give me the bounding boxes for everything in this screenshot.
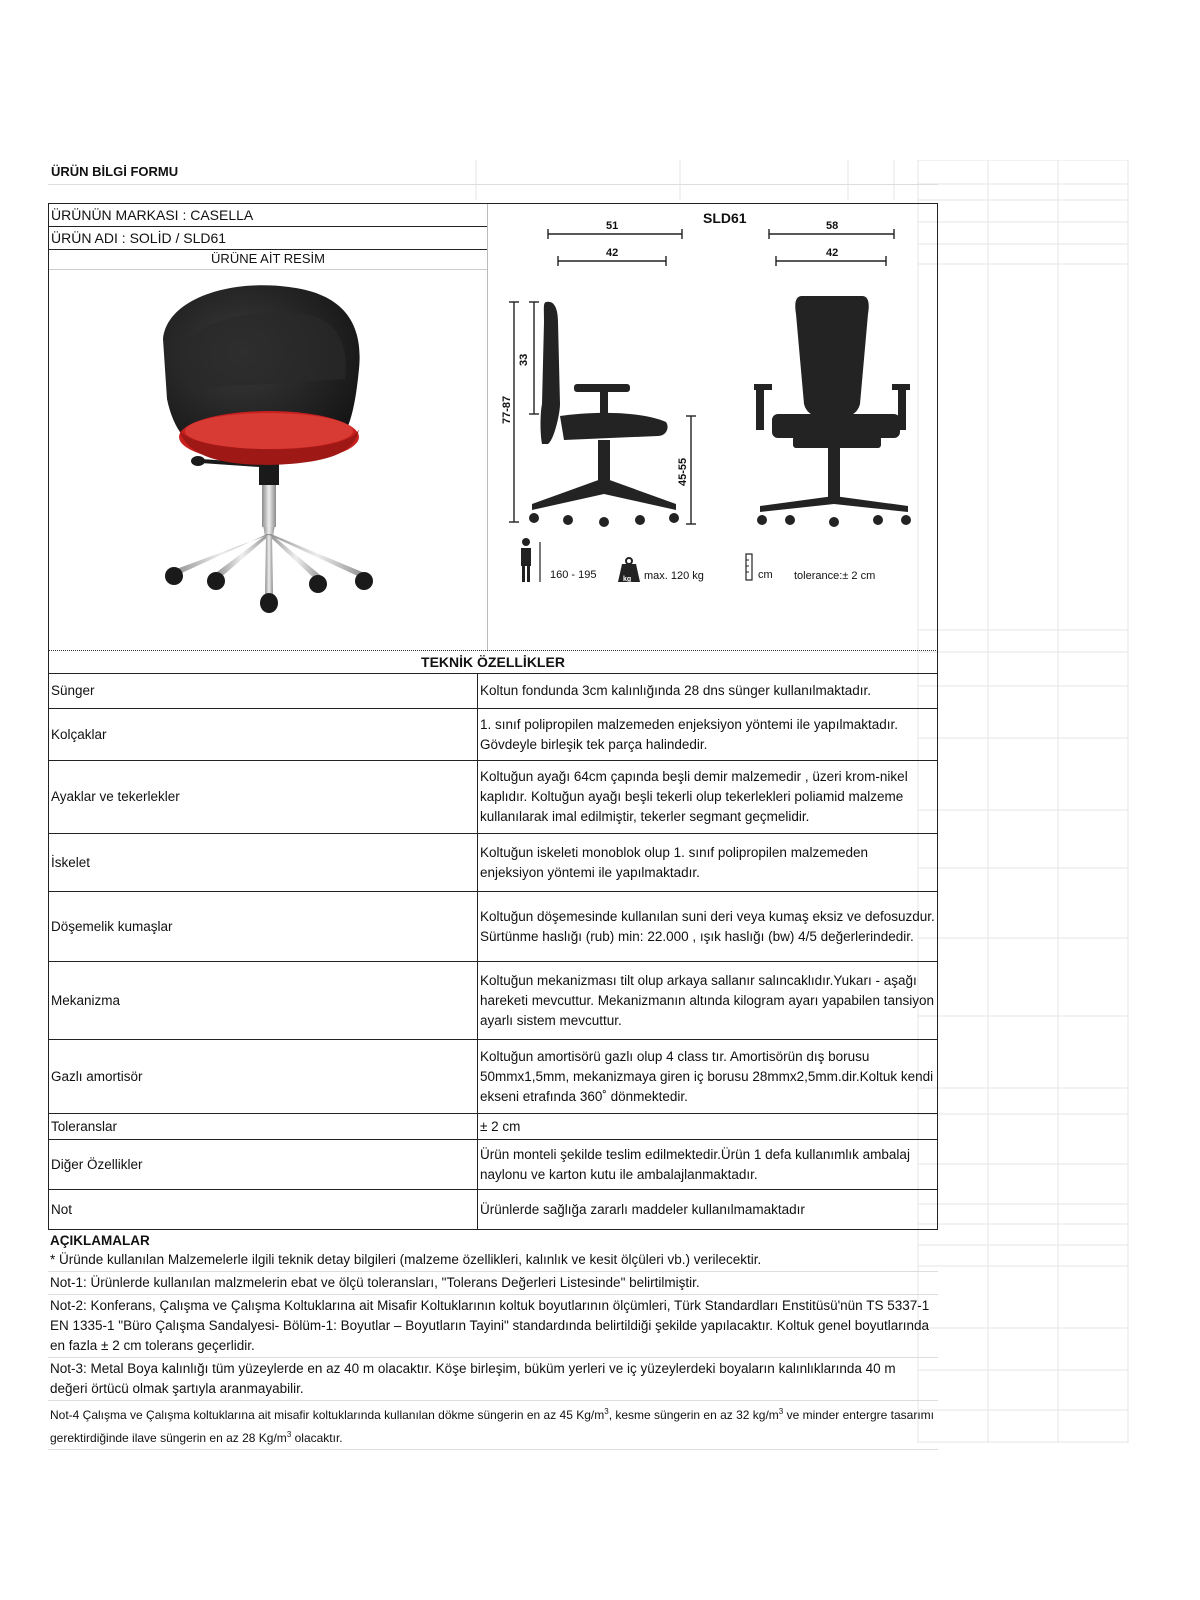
back-height-label: 33 bbox=[518, 353, 530, 366]
model-code: SLD61 bbox=[703, 210, 747, 226]
brand-text: ÜRÜNÜN MARKASI : CASELLA bbox=[51, 207, 254, 223]
note-item: Not-3: Metal Boya kalınlığı tüm yüzeylerde en az 40 m olacaktır. Köşe birleşim, büküm yerleri ve iç yüzeylerdeki boyaların kalınlıklarında 40 m değeri örtücü olmak şartıyla aranmayabilir. bbox=[48, 1358, 938, 1401]
note4-sup-3: 3 bbox=[286, 1430, 292, 1439]
spec-key: Sünger bbox=[49, 674, 478, 709]
front-view-chair bbox=[754, 296, 911, 527]
spec-row bbox=[49, 834, 938, 892]
note4-text-4: olacaktır. bbox=[291, 1431, 343, 1445]
product-name-text: ÜRÜN ADI : SOLİD / SLD61 bbox=[51, 230, 227, 246]
max-weight: max. 120 kg bbox=[644, 570, 704, 582]
chair-photo bbox=[149, 279, 389, 619]
spec-key: Mekanizma bbox=[49, 962, 478, 1040]
spacer-row bbox=[48, 185, 938, 204]
spec-value: Koltuğun ayağı 64cm çapında beşli demir malzemedir , üzeri krom-nikel kaplıdır. Koltuğun ayağı beşli tekerli olup tekerlekleri poliamid malzeme kullanılarak imal edilmiştir, tekerler segmant geçmelidir. bbox=[478, 761, 938, 834]
ruler-icon bbox=[746, 554, 752, 580]
spec-row bbox=[49, 962, 938, 1040]
total-height-label: 77-87 bbox=[501, 395, 513, 424]
note-item: Not-1: Ürünlerde kullanılan malzmelerin ebat ve ölçü toleransları, "Tolerans Değerleri Listesinde" belirtilmiştir. bbox=[48, 1272, 938, 1295]
spec-key: Not bbox=[49, 1190, 478, 1230]
note4-text-3: ve minder entergre tasarımı gerektirdiğinde ilave süngerin en az 28 Kg/m bbox=[50, 1408, 934, 1445]
tech-specs-heading bbox=[48, 651, 938, 673]
section-title: TEKNİK ÖZELLİKLER bbox=[421, 654, 565, 670]
note4-sup-1: 3 bbox=[604, 1407, 609, 1416]
spec-value: Koltun fondunda 3cm kalınlığında 28 dns sünger kullanılmaktadır. bbox=[478, 674, 938, 709]
spec-value: 1. sınıf polipropilen malzemeden enjeksiyon yöntemi ile yapılmaktadır. Gövdeyle birleşik tek parça halindedir. bbox=[478, 709, 938, 761]
user-height-range: 160 - 195 bbox=[550, 569, 597, 581]
notes-title: AÇIKLAMALAR bbox=[50, 1233, 150, 1248]
spec-row bbox=[49, 1040, 938, 1114]
tolerance-label: tolerance:± 2 cm bbox=[794, 570, 876, 582]
spec-key: Gazlı amortisör bbox=[49, 1040, 478, 1114]
technical-drawing bbox=[488, 204, 938, 650]
spec-key: Döşemelik kumaşlar bbox=[49, 892, 478, 962]
weight-icon-text: kg bbox=[623, 576, 632, 583]
side-width-outer: 51 bbox=[606, 220, 619, 232]
spec-row bbox=[49, 892, 938, 962]
spec-row bbox=[49, 674, 938, 709]
side-view-chair bbox=[529, 302, 679, 527]
product-info-sheet bbox=[48, 160, 938, 1450]
spec-row bbox=[49, 761, 938, 834]
spec-key: Ayaklar ve tekerlekler bbox=[49, 761, 478, 834]
image-label: ÜRÜNE AİT RESİM bbox=[211, 251, 325, 266]
form-title: ÜRÜN BİLGİ FORMU bbox=[51, 164, 179, 179]
technical-drawing-column bbox=[488, 204, 938, 650]
note4-text-1: Not-4 Çalışma ve Çalışma koltuklarına ait misafir koltuklarında kullanılan dökme süngerin en az 45 Kg/m bbox=[50, 1408, 605, 1422]
seat-height-label: 45-55 bbox=[677, 457, 689, 486]
side-width-inner: 42 bbox=[606, 247, 619, 259]
spec-key: Kolçaklar bbox=[49, 709, 478, 761]
front-width-outer: 58 bbox=[826, 220, 839, 232]
spec-value: Ürün monteli şekilde teslim edilmektedir.Ürün 1 defa kullanımlık ambalaj naylonu ve karton kutu ile ambalajlanmaktadır. bbox=[478, 1140, 938, 1190]
note-item: * Üründe kullanılan Malzemelerle ilgili teknik detay bilgileri (malzeme özellikleri, kalınlık ve kesit ölçüleri vb.) verilecektir. bbox=[48, 1249, 938, 1272]
person-icon bbox=[521, 538, 531, 582]
notes-section bbox=[48, 1230, 938, 1450]
note-item-4 bbox=[48, 1401, 938, 1450]
spec-value: Ürünlerde sağlığa zararlı maddeler kullanılmamaktadır bbox=[478, 1190, 938, 1230]
chair-base bbox=[171, 524, 367, 597]
spec-value: Koltuğun döşemesinde kullanılan suni deri veya kumaş eksiz ve defosuzdur. Sürtünme haslığı (rub) min: 22.000 , ışık haslığı (bw) 4/5 değerlerindedir. bbox=[478, 892, 938, 962]
form-title-row bbox=[48, 160, 938, 185]
brand-cell bbox=[49, 204, 487, 227]
spec-value: Koltuğun iskeleti monoblok olup 1. sınıf polipropilen malzemeden enjeksiyon yöntemi ile yapılmaktadır. bbox=[478, 834, 938, 892]
spec-value: Koltuğun amortisörü gazlı olup 4 class tır. Amortisörün dış borusu 50mmx1,5mm, mekanizmaya giren iç borusu 28mmx2,5mm.dir.Koltuk kendi ekseni etrafında 360˚ dönmektedir. bbox=[478, 1040, 938, 1114]
image-label-cell bbox=[49, 249, 487, 270]
product-name-cell bbox=[49, 227, 487, 250]
note4-sup-2: 3 bbox=[778, 1407, 784, 1416]
spec-row bbox=[49, 1140, 938, 1190]
spec-row bbox=[49, 1114, 938, 1140]
spec-table bbox=[48, 673, 938, 1230]
unit-label: cm bbox=[758, 569, 773, 581]
product-top-block bbox=[48, 204, 938, 651]
spec-value: Koltuğun mekanizması tilt olup arkaya sallanır salıncaklıdır.Yukarı - aşağı hareketi mevcuttur. Mekanizmanın altında kilogram ayarı yapabilen tansiyon ayarlı sistem mevcuttur. bbox=[478, 962, 938, 1040]
spec-row bbox=[49, 709, 938, 761]
spec-key: İskelet bbox=[49, 834, 478, 892]
spec-row bbox=[49, 1190, 938, 1230]
note4-text-2: , kesme süngerin en az 32 kg/m bbox=[608, 1408, 779, 1422]
spec-key: Diğer Özellikler bbox=[49, 1140, 478, 1190]
spec-key: Toleranslar bbox=[49, 1114, 478, 1140]
spec-value: ± 2 cm bbox=[478, 1114, 938, 1140]
note-item: Not-2: Konferans, Çalışma ve Çalışma Koltuklarına ait Misafir Koltuklarının koltuk boyutlarının ölçümleri, Türk Standardları Enstitüsü'nün TS 5337-1 EN 1335-1 "Büro Çalışma Sandalyesi- Bölüm-1: Boyutlar – Boyutların Tayini" standardında belirtildiği şekilde yapılacaktır. Koltuk genel boyutlarında en fazla ± 2 cm tolerans geçerlidir. bbox=[48, 1295, 938, 1358]
front-width-inner: 42 bbox=[826, 247, 839, 259]
product-identity-column bbox=[49, 204, 488, 650]
